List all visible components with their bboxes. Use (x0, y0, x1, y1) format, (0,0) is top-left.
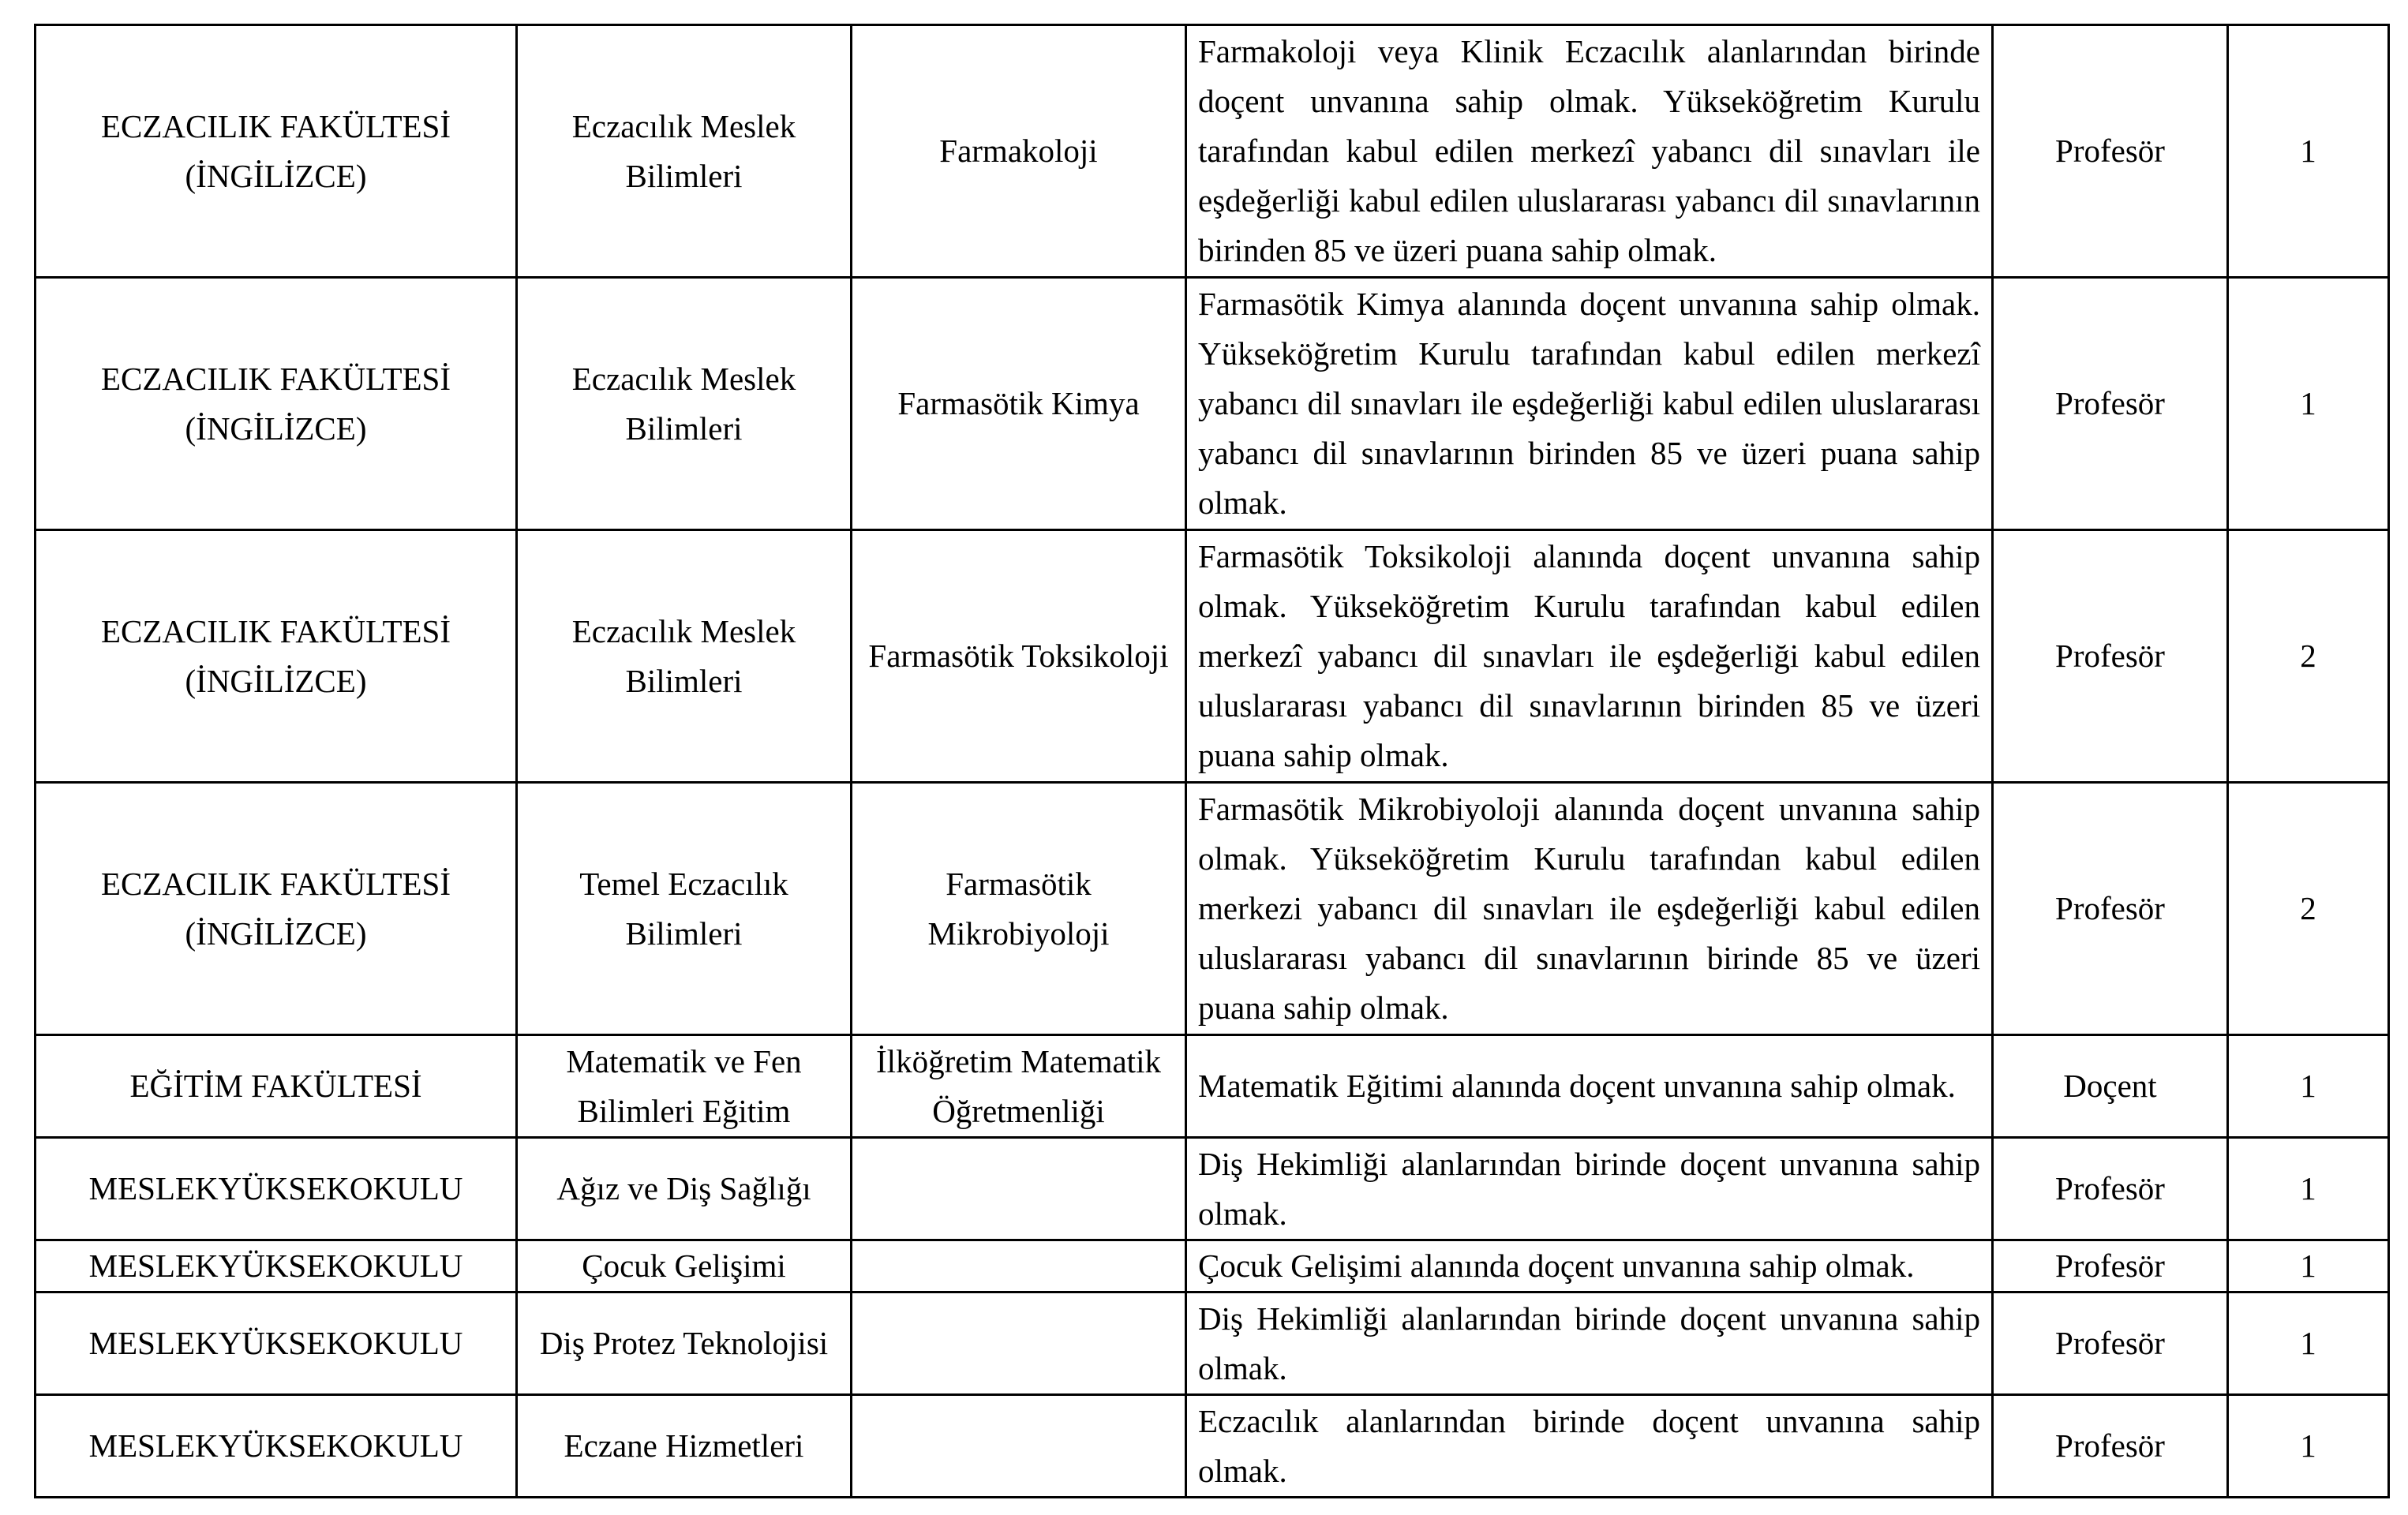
program-cell: Farmasötik Toksikoloji (852, 530, 1186, 783)
program-cell (852, 1292, 1186, 1395)
faculty-cell: MESLEKYÜKSEKOKULU (36, 1292, 517, 1395)
faculty-cell: MESLEKYÜKSEKOKULU (36, 1395, 517, 1498)
department-cell: Eczane Hizmetleri (517, 1395, 852, 1498)
count-cell: 1 (2228, 25, 2389, 278)
title-cell: Profesör (1993, 1292, 2228, 1395)
department-cell: Ağız ve Diş Sağlığı (517, 1138, 852, 1240)
title-cell: Profesör (1993, 530, 2228, 783)
department-cell: Eczacılık Meslek Bilimleri (517, 25, 852, 278)
faculty-cell: MESLEKYÜKSEKOKULU (36, 1240, 517, 1292)
table-row (36, 783, 2389, 1035)
program-cell: İlköğretim Matematik Öğretmenliği (852, 1035, 1186, 1138)
department-cell: Eczacılık Meslek Bilimleri (517, 530, 852, 783)
table-row (36, 1138, 2389, 1240)
faculty-cell: EĞİTİM FAKÜLTESİ (36, 1035, 517, 1138)
requirement-cell: Diş Hekimliği alanlarından birinde doçent unvanına sahip olmak. (1186, 1292, 1993, 1395)
count-cell: 1 (2228, 1138, 2389, 1240)
title-cell: Profesör (1993, 1395, 2228, 1498)
requirement-cell: Farmasötik Kimya alanında doçent unvanına sahip olmak. Yükseköğretim Kurulu tarafından kabul edilen merkezî yabancı dil sınavları ile eşdeğerliği kabul edilen uluslararası yabancı dil sınavlarının birinden 85 ve üzeri puana sahip olmak. (1186, 278, 1993, 530)
program-cell: Farmasötik Mikrobiyoloji (852, 783, 1186, 1035)
title-cell: Profesör (1993, 1138, 2228, 1240)
table-row (36, 25, 2389, 278)
position-listing-table (34, 24, 2390, 1498)
count-cell: 1 (2228, 1292, 2389, 1395)
requirement-cell: Matematik Eğitimi alanında doçent unvanına sahip olmak. (1186, 1035, 1993, 1138)
table-row (36, 1395, 2389, 1498)
count-cell: 1 (2228, 1395, 2389, 1498)
program-cell (852, 1395, 1186, 1498)
department-cell: Matematik ve Fen Bilimleri Eğitim (517, 1035, 852, 1138)
count-cell: 2 (2228, 783, 2389, 1035)
program-cell: Farmasötik Kimya (852, 278, 1186, 530)
faculty-cell: ECZACILIK FAKÜLTESİ (İNGİLİZCE) (36, 783, 517, 1035)
faculty-cell: MESLEKYÜKSEKOKULU (36, 1138, 517, 1240)
faculty-cell: ECZACILIK FAKÜLTESİ (İNGİLİZCE) (36, 278, 517, 530)
count-cell: 1 (2228, 1240, 2389, 1292)
table-row (36, 1035, 2389, 1138)
department-cell: Diş Protez Teknolojisi (517, 1292, 852, 1395)
title-cell: Profesör (1993, 25, 2228, 278)
program-cell (852, 1240, 1186, 1292)
department-cell: Çocuk Gelişimi (517, 1240, 852, 1292)
department-cell: Eczacılık Meslek Bilimleri (517, 278, 852, 530)
requirement-cell: Farmasötik Mikrobiyoloji alanında doçent unvanına sahip olmak. Yükseköğretim Kurulu tarafından kabul edilen merkezi yabancı dil sınavları ile eşdeğerliği kabul edilen uluslararası yabancı dil sınavlarının birinde 85 ve üzeri puana sahip olmak. (1186, 783, 1993, 1035)
title-cell: Profesör (1993, 1240, 2228, 1292)
requirement-cell: Çocuk Gelişimi alanında doçent unvanına sahip olmak. (1186, 1240, 1993, 1292)
title-cell: Doçent (1993, 1035, 2228, 1138)
requirement-cell: Farmasötik Toksikoloji alanında doçent unvanına sahip olmak. Yükseköğretim Kurulu tarafından kabul edilen merkezî yabancı dil sınavları ile eşdeğerliği kabul edilen uluslararası yabancı dil sınavlarının birinden 85 ve üzeri puana sahip olmak. (1186, 530, 1993, 783)
count-cell: 1 (2228, 1035, 2389, 1138)
title-cell: Profesör (1993, 278, 2228, 530)
title-cell: Profesör (1993, 783, 2228, 1035)
table-row (36, 278, 2389, 530)
requirement-cell: Eczacılık alanlarından birinde doçent unvanına sahip olmak. (1186, 1395, 1993, 1498)
table-row (36, 1240, 2389, 1292)
requirement-cell: Farmakoloji veya Klinik Eczacılık alanlarından birinde doçent unvanına sahip olmak. Yükseköğretim Kurulu tarafından kabul edilen merkezî yabancı dil sınavları ile eşdeğerliği kabul edilen uluslararası yabancı dil sınavlarının birinden 85 ve üzeri puana sahip olmak. (1186, 25, 1993, 278)
table-row (36, 530, 2389, 783)
requirement-cell: Diş Hekimliği alanlarından birinde doçent unvanına sahip olmak. (1186, 1138, 1993, 1240)
count-cell: 2 (2228, 530, 2389, 783)
program-cell: Farmakoloji (852, 25, 1186, 278)
department-cell: Temel Eczacılık Bilimleri (517, 783, 852, 1035)
faculty-cell: ECZACILIK FAKÜLTESİ (İNGİLİZCE) (36, 25, 517, 278)
count-cell: 1 (2228, 278, 2389, 530)
program-cell (852, 1138, 1186, 1240)
faculty-cell: ECZACILIK FAKÜLTESİ (İNGİLİZCE) (36, 530, 517, 783)
table-row (36, 1292, 2389, 1395)
